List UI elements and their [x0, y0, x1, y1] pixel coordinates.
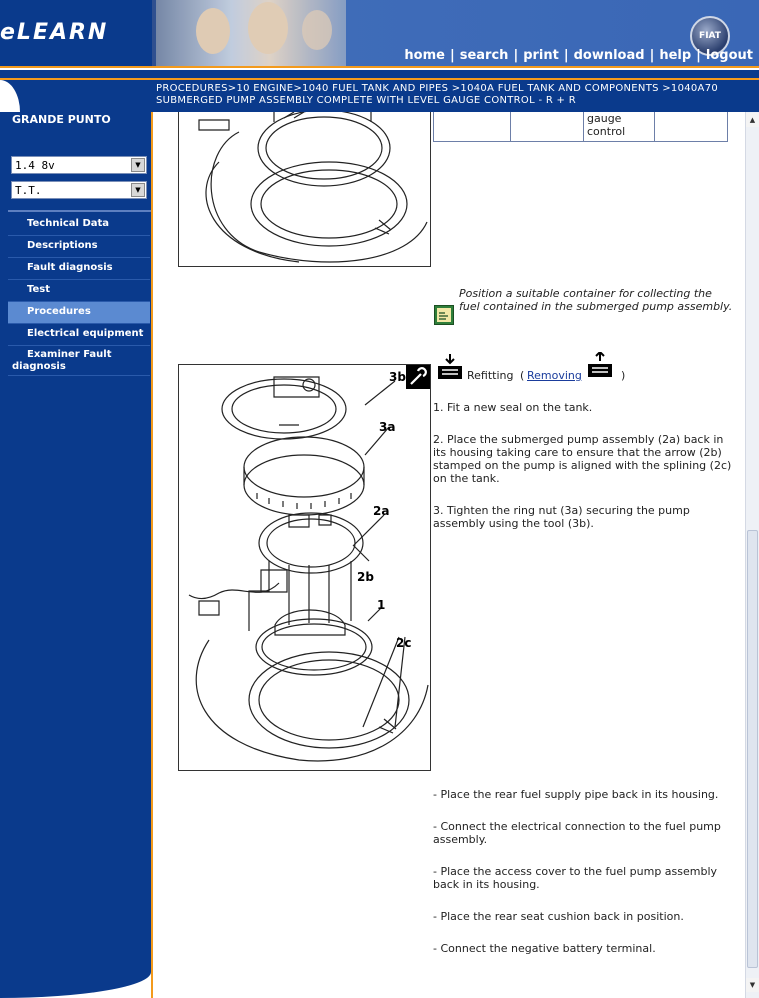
sidebar-item-technical-data[interactable]: Technical Data [8, 214, 150, 236]
step-3: 3. Tighten the ring nut (3a) securing the pump assembly using the tool (3b). [433, 504, 690, 530]
breadcrumb: PROCEDURES>10 ENGINE>1040 FUEL TANK AND PIPES >1040A FUEL TANK AND COMPONENTS >1040A70 SUBMERGED PUMP ASSEMBLY COMPLETE WITH LEVEL GAUGE CONTROL - R + R [156, 83, 719, 106]
nav-separator: | [563, 48, 569, 63]
pump-refitting-illustration [179, 365, 430, 770]
engine-select[interactable] [11, 156, 147, 174]
transmission-select-value: T.T. [15, 184, 42, 197]
nav-search[interactable]: search [459, 48, 509, 63]
refitting-close-paren: ) [621, 369, 626, 382]
header-photo [156, 0, 346, 66]
refitting-title: Refitting [467, 369, 514, 382]
scroll-down-icon[interactable]: ▼ [746, 978, 759, 992]
diagram-label-3a: 3a [379, 420, 396, 434]
caution-icon [434, 305, 454, 328]
sidebar-item-descriptions[interactable]: Descriptions [8, 236, 150, 258]
caution-note [434, 287, 734, 313]
header-photo-face [196, 8, 230, 54]
top-navigation [404, 48, 753, 63]
chevron-down-icon[interactable]: ▼ [131, 183, 145, 197]
nav-logout[interactable]: logout [705, 48, 753, 63]
pump-removal-illustration [179, 112, 430, 266]
logo-area [0, 0, 152, 66]
breadcrumb-left [0, 80, 152, 112]
step-1: 1. Fit a new seal on the tank. [433, 401, 593, 414]
nav-separator: | [696, 48, 701, 63]
diagram-label-1: 1 [377, 598, 386, 612]
breadcrumb-bar [0, 80, 759, 112]
chevron-down-icon[interactable]: ▼ [131, 158, 145, 172]
transmission-select[interactable] [11, 181, 147, 199]
diagram-label-2c: 2c [396, 636, 412, 650]
final-step-1: - Place the rear fuel supply pipe back in its housing. [433, 788, 719, 801]
sidebar-item-examiner-fault-diagnosis[interactable]: Examiner Fault diagnosis [8, 348, 150, 376]
header-photo-face [302, 10, 332, 50]
table-cell [511, 112, 584, 142]
procedure-content [153, 112, 746, 998]
table-row [434, 112, 728, 142]
sidebar-item-procedures[interactable]: Procedures [8, 302, 150, 324]
header-divider [0, 66, 759, 68]
menu-divider [8, 210, 151, 212]
scroll-up-icon[interactable]: ▲ [746, 113, 759, 127]
scrollbar-thumb[interactable] [747, 530, 758, 968]
model-title: GRANDE PUNTO [12, 113, 111, 126]
diagram-label-2a: 2a [373, 504, 390, 518]
refitting-down-icon [437, 354, 463, 383]
sidebar-item-test[interactable]: Test [8, 280, 150, 302]
elearn-logo: eLEARN [0, 20, 109, 45]
fiat-logo: FIAT [690, 16, 730, 56]
sidebar [0, 112, 151, 998]
nav-separator: | [449, 48, 455, 63]
sidebar-footer [0, 972, 151, 998]
parts-table [433, 112, 728, 142]
nav-download[interactable]: download [573, 48, 645, 63]
engine-select-value: 1.4 8v [15, 159, 55, 172]
refitting-heading [437, 352, 737, 384]
header-photo-face [248, 2, 288, 54]
final-step-4: - Place the rear seat cushion back in position. [433, 910, 684, 923]
nav-print[interactable]: print [523, 48, 559, 63]
decorative-curve [0, 972, 151, 998]
table-cell [655, 112, 728, 142]
nav-separator: | [649, 48, 655, 63]
diagram-label-3b: 3b [389, 370, 406, 384]
table-cell [434, 112, 511, 142]
final-step-3: - Place the access cover to the fuel pump assembly back in its housing. [433, 865, 718, 891]
removing-link[interactable]: Removing [527, 369, 582, 382]
nav-separator: | [513, 48, 519, 63]
caution-note-text: Position a suitable container for collecting the fuel contained in the submerged pump assembly. [459, 287, 733, 313]
sidebar-item-electrical-equipment[interactable]: Electrical equipment [8, 324, 150, 346]
sidebar-item-fault-diagnosis[interactable]: Fault diagnosis [8, 258, 150, 280]
content-scrollbar[interactable] [745, 112, 759, 998]
table-cell: gauge control [584, 112, 655, 142]
pump-removal-diagram [178, 112, 431, 267]
step-2: 2. Place the submerged pump assembly (2a) back in its housing taking care to ensure that the arrow (2b) stamped on the pump is aligned with the splining (2c) on the tank. [433, 433, 732, 485]
pump-refitting-diagram [178, 364, 431, 771]
nav-home[interactable]: home [404, 48, 445, 63]
final-step-5: - Connect the negative battery terminal. [433, 942, 656, 955]
diagram-label-2b: 2b [357, 570, 374, 584]
removing-up-icon [587, 352, 613, 381]
refitting-open-paren: ( [520, 369, 525, 382]
decorative-curve [0, 80, 20, 112]
header-strip [0, 70, 759, 78]
nav-help[interactable]: help [659, 48, 692, 63]
final-step-2: - Connect the electrical connection to the fuel pump assembly. [433, 820, 721, 846]
